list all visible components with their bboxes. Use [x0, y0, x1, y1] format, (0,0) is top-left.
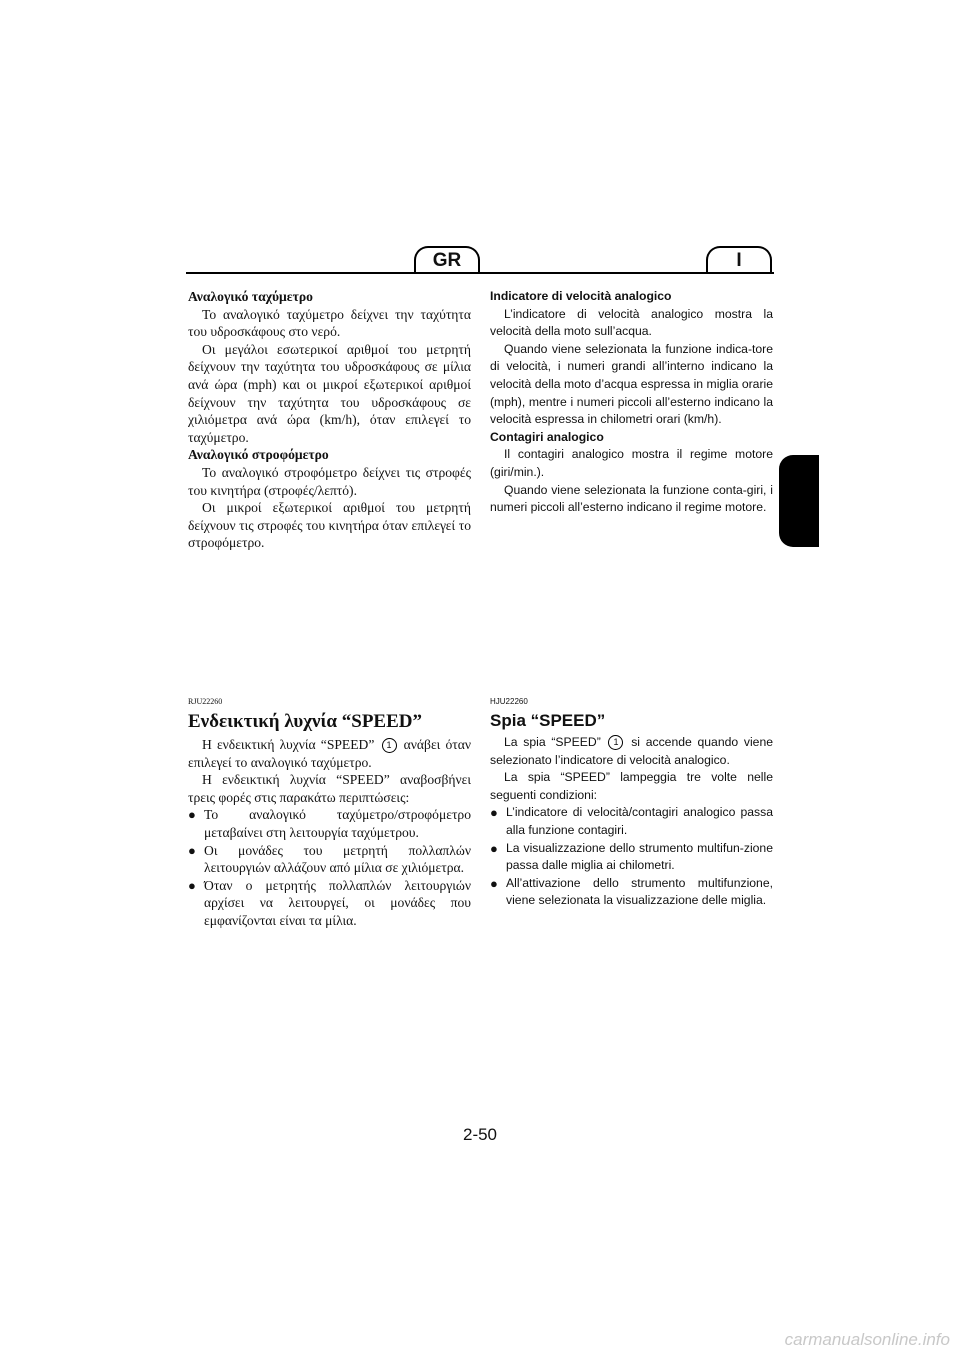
greek-speed-indicator-paragraph-2: Η ενδεικτική λυχνία “SPEED” αναβοσβήνει τρεις φορές στις παρακάτω περιπτώσεις: [188, 772, 471, 805]
italian-speed-indicator-section [490, 697, 773, 910]
list-item: ● L’indicatore di velocità/contagiri analogico passa alla funzione contagiri. [490, 805, 773, 837]
watermark[interactable]: carmanualsonline.info [784, 1330, 950, 1349]
callout-number-icon: 1 [608, 735, 623, 750]
greek-condition-list [188, 806, 471, 929]
bullet-icon: ● [490, 805, 498, 821]
list-item: ● Οι μονάδες του μετρητή πολλαπλών λειτουργιών αλλάζουν από μίλια σε χιλιόμετρα. [188, 842, 471, 876]
header-rule [186, 272, 774, 274]
bullet-icon: ● [188, 807, 196, 823]
italian-section-code: HJU22260 [490, 697, 528, 706]
italian-gauges-section [490, 288, 773, 517]
italian-speed-indicator-title: Spia “SPEED” [490, 711, 606, 730]
greek-speedometer-paragraph-2: Οι μεγάλοι εσωτερικοί αριθμοί του μετρητή δείχνουν την ταχύτητα του υδροσκάφους σε μίλια ανά ώρα (mph) και οι μικροί εξωτερικοί αριθμοί δείχνουν την ταχύτητα του υδροσκάφους σε χιλιόμετρα ανά ώρα (km/h), όταν επιλεγεί το ταχύμετρο. [188, 341, 471, 445]
bullet-icon: ● [490, 840, 498, 856]
italian-tachometer-paragraph-2: Quando viene selezionata la funzione conta-giri, i numeri piccoli all’esterno indicano il regime motore. [490, 482, 773, 515]
greek-speed-indicator-paragraph-1: Η ενδεικτική λυχνία “SPEED” 1 ανάβει όταν επιλεγεί το αναλογικό ταχύμετρο. [188, 737, 471, 770]
list-item: ● All’attivazione dello strumento multifunzione, viene selezionata la visualizzazione delle miglia. [490, 875, 773, 908]
greek-speed-indicator-section [188, 697, 471, 930]
list-item: ● Το αναλογικό ταχύμετρο/στροφόμετρο μεταβαίνει στη λειτουργία ταχύμετρου. [188, 807, 471, 840]
bullet-icon: ● [188, 877, 196, 893]
language-badge-greek: GR [414, 246, 480, 272]
callout-number-icon: 1 [382, 738, 397, 753]
greek-tachometer-paragraph-2: Οι μικροί εξωτερικοί αριθμοί του μετρητή δείχνουν τις στροφές του κινητήρα όταν επιλεγεί το στροφόμετρο. [188, 500, 471, 551]
italian-speed-indicator-paragraph-2: La spia “SPEED” lampeggia tre volte nelle seguenti condizioni: [490, 770, 773, 802]
italian-tachometer-title: Contagiri analogico [490, 429, 604, 444]
italian-speedometer-paragraph-1: L’indicatore di velocità analogico mostra la velocità della moto sull’acqua. [490, 306, 773, 339]
greek-section-code: RJU22260 [188, 697, 223, 706]
greek-tachometer-paragraph-1: Το αναλογικό στροφόμετρο δείχνει τις στροφές του κινητήρα (στροφές/λεπτό). [188, 464, 471, 498]
page-number: 2-50 [462, 1125, 498, 1144]
language-badge-italian: I [706, 246, 772, 272]
italian-speed-indicator-paragraph-1: La spia “SPEED” 1 si accende quando viene selezionato l’indicatore di velocità analogico. [490, 735, 774, 767]
list-item: ● Όταν ο μετρητής πολλαπλών λειτουργιών αρχίσει να λειτουργεί, οι μονάδες που εμφανίζονται είναι τα μίλια. [188, 877, 471, 928]
italian-speedometer-title: Indicatore di velocità analogico [490, 289, 672, 303]
italian-condition-list [490, 804, 773, 910]
greek-speedometer-paragraph-1: Το αναλογικό ταχύμετρο δείχνει την ταχύτητα του υδροσκάφους στο νερό. [188, 306, 471, 340]
list-item: ● La visualizzazione dello strumento multifun-zione passa dalle miglia ai chilometri. [490, 840, 773, 873]
greek-gauges-section [188, 288, 471, 552]
greek-speedometer-title: Αναλογικό ταχύμετρο [188, 289, 313, 304]
italian-speedometer-paragraph-2: Quando viene selezionata la funzione indica-tore di velocità, i numeri grandi all’interno indicano la velocità della moto d’acqua espressa in miglia orarie (mph), mentre i numeri piccoli all’esterno indicano la velocità espressa in chilometri orari (km/h). [490, 341, 773, 427]
greek-speed-indicator-title: Ενδεικτική λυχνία “SPEED” [188, 711, 422, 732]
italian-tachometer-paragraph-1: Il contagiri analogico mostra il regime motore (giri/min.). [490, 447, 773, 479]
greek-tachometer-title: Αναλογικό στροφόμετρο [188, 447, 329, 463]
bullet-icon: ● [188, 842, 196, 858]
chapter-side-tab [779, 455, 819, 547]
bullet-icon: ● [490, 875, 498, 891]
